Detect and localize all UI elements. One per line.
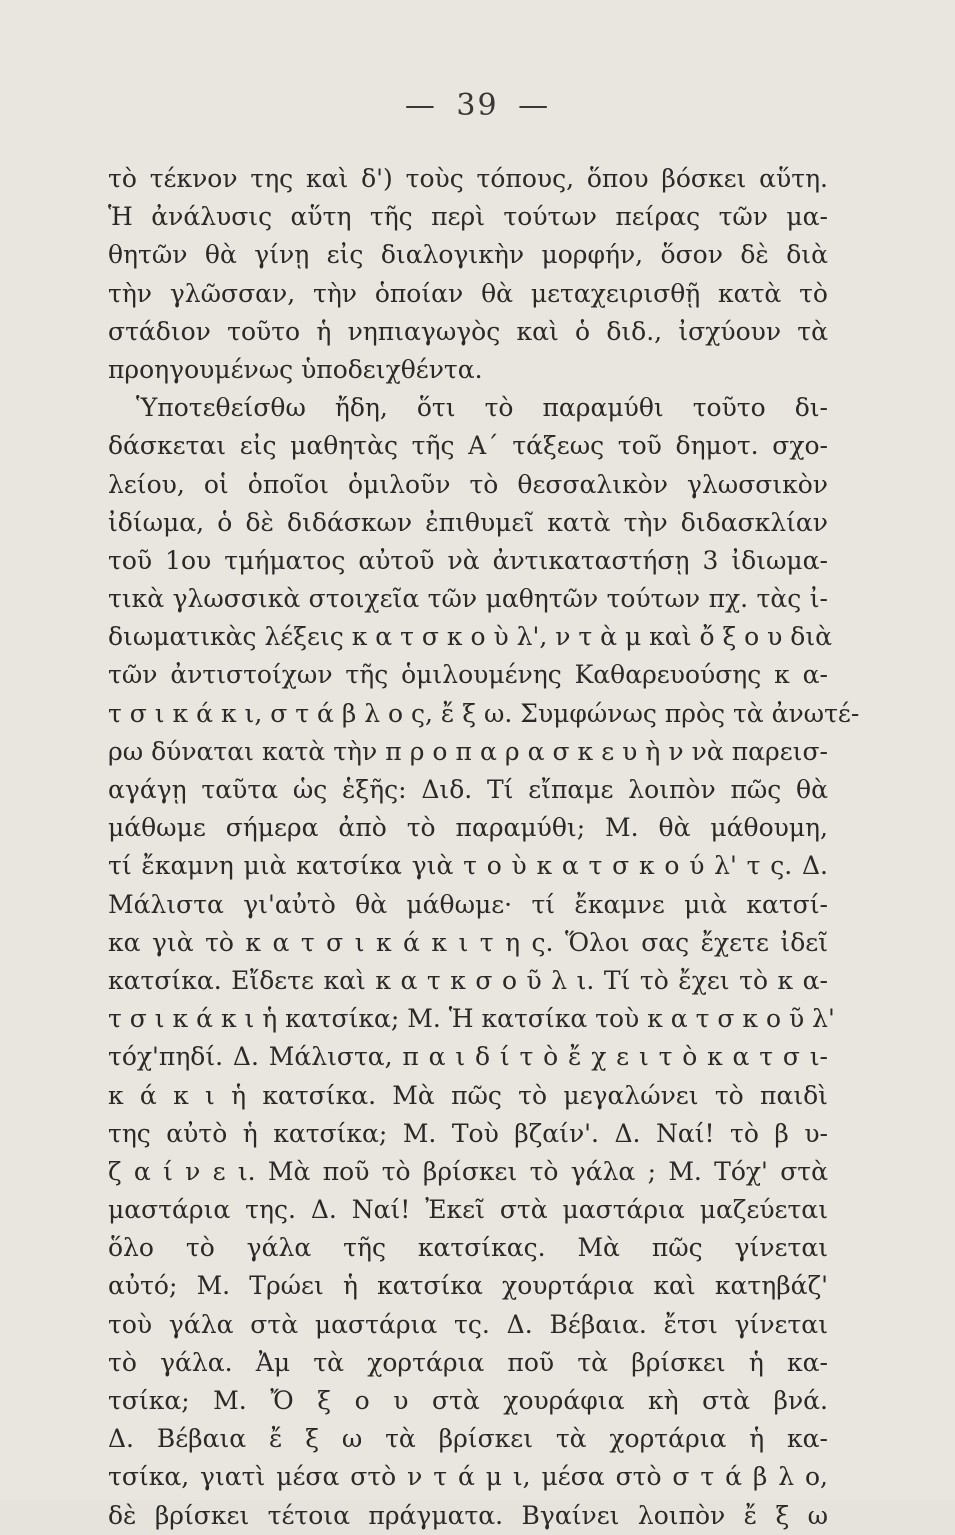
text-line: κατσίκα. Εἴδετε καὶ κ α τ κ σ ο ῦ λ ι. Τί τὸ ἔχει τὸ κ α- <box>108 965 828 995</box>
text-line: ἰδίωμα, ὁ δὲ διδάσκων ἐπιθυμεῖ κατὰ τὴν διδασκλίαν <box>108 507 828 537</box>
page-number: — 39 — <box>404 88 551 123</box>
text-line: δὲ βρίσκει τέτοια πράγματα. Βγαίνει λοιπὸν ἔ ξ ω <box>108 1500 828 1530</box>
text-line: τὴν γλῶσσαν, τὴν ὁποίαν θὰ μεταχειρισθῇ κατὰ τὸ <box>108 278 828 308</box>
text-line: ρω δύναται κατὰ τὴν π ρ ο π α ρ α σ κ ε υ ὴ ν νὰ παρεισ- <box>108 736 828 766</box>
text-line: Δ. Βέβαια ἔ ξ ω τὰ βρίσκει τὰ χορτάρια ἡ κα- <box>108 1424 828 1454</box>
text-line: τικὰ γλωσσικὰ στοιχεῖα τῶν μαθητῶν τούτων πχ. τὰς ἰ- <box>108 584 828 614</box>
body-text <box>108 160 860 1535</box>
text-line: τοὺ γάλα στὰ μαστάρια τς. Δ. Βέβαια. ἔτσι γίνεται <box>108 1309 828 1339</box>
text-line: κ ά κ ι ἡ κατσίκα. Μὰ πῶς τὸ μεγαλώνει τὸ παιδὶ <box>108 1080 828 1110</box>
text-line: αὐτό; Μ. Τρώει ἡ κατσίκα χουρτάρια καὶ κατηβάζ' <box>108 1271 828 1301</box>
text-line: τῶν ἀντιστοίχων τῆς ὁμιλουμένης Καθαρευούσης κ α- <box>108 660 828 690</box>
text-line: της αὐτὸ ἡ κατσίκα; Μ. Τοὺ βζαίν'. Δ. Ναί! τὸ β υ- <box>108 1118 828 1148</box>
text-line: προηγουμένως ὑποδειχθέντα. <box>108 354 483 384</box>
text-line: μαστάρια της. Δ. Ναί! Ἐκεῖ στὰ μαστάρια μαζεύεται <box>108 1195 828 1225</box>
text-line: θητῶν θὰ γίνῃ εἰς διαλογικὴν μορφήν, ὅσον δὲ διὰ <box>108 240 828 270</box>
text-line: Μάλιστα γι'αὐτὸ θὰ μάθωμε· τί ἔκαμνε μιὰ κατσί- <box>108 889 828 919</box>
text-line: τσίκα, γιατὶ μέσα στὸ ν τ ά μ ι, μέσα στὸ σ τ ά β λ ο, <box>108 1462 828 1492</box>
text-line: τί ἔκαμνη μιὰ κατσίκα γιὰ τ ο ὺ κ α τ σ κ ο ύ λ' τ ς. Δ. <box>108 851 828 881</box>
text-line: τόχ'πηδί. Δ. Μάλιστα, π α ι δ ί τ ὸ ἔ χ ε ι τ ὸ κ α τ σ ι- <box>108 1042 828 1072</box>
text-line: λείου, οἱ ὁποῖοι ὁμιλοῦν τὸ θεσσαλικὸν γλωσσικὸν <box>108 469 828 499</box>
text-line: κα γιὰ τὸ κ α τ σ ι κ ά κ ι τ η ς. Ὅλοι σας ἔχετε ἰδεῖ <box>108 927 828 957</box>
text-line: διωματικὰς λέξεις κ α τ σ κ ο ὺ λ', ν τ ὰ μ καὶ ὄ ξ ο υ διὰ <box>108 622 833 652</box>
text-line: αγάγῃ ταῦτα ὡς ἑξῆς: Διδ. Τί εἴπαμε λοιπὸν πῶς θὰ <box>108 775 828 804</box>
text-line: Ὑποτεθείσθω ἤδη, ὅτι τὸ παραμύθι τοῦτο δι- <box>136 393 828 423</box>
text-line: ζ α ί ν ε ι. Μὰ ποῦ τὸ βρίσκει τὸ γάλα ; Μ. Τόχ' στὰ <box>108 1156 828 1186</box>
text-line: τ σ ι κ ά κ ι, σ τ ά β λ ο ς, ἔ ξ ω. Συμφώνως πρὸς τὰ ἀνωτέ- <box>108 698 860 728</box>
text-line: Ἡ ἀνάλυσις αὕτη τῆς περὶ τούτων πείρας τῶν μα- <box>108 202 828 232</box>
text-line: τὸ τέκνον της καὶ δ') τοὺς τόπους, ὅπου βόσκει αὕτη. <box>108 164 828 193</box>
text-line: τὸ γάλα. Ἀμ τὰ χορτάρια ποῦ τὰ βρίσκει ἡ κα- <box>108 1347 828 1377</box>
text-line: μάθωμε σήμερα ἀπὸ τὸ παραμύθι; Μ. θὰ μάθουμη, <box>108 813 828 843</box>
text-line: στάδιον τοῦτο ἡ νηπιαγωγὸς καὶ ὁ διδ., ἰσχύουν τὰ <box>108 316 828 346</box>
text-line: ὅλο τὸ γάλα τῆς κατσίκας. Μὰ πῶς γίνεται <box>108 1233 828 1263</box>
text-line: τ σ ι κ ά κ ι ἡ κατσίκα; Μ. Ἡ κατσίκα τοὺ κ α τ σ κ ο ῦ λ' <box>108 1004 835 1034</box>
text-line: τοῦ 1ου τμήματος αὐτοῦ νὰ ἀντικαταστήσῃ 3 ἰδιωμα- <box>108 545 828 575</box>
text-line: τσίκα; Μ. Ὄ ξ ο υ στὰ χουράφια κὴ στὰ βνά. <box>108 1386 828 1415</box>
text-line: δάσκεται εἰς μαθητὰς τῆς Α΄ τάξεως τοῦ δημοτ. σχο- <box>108 431 828 461</box>
